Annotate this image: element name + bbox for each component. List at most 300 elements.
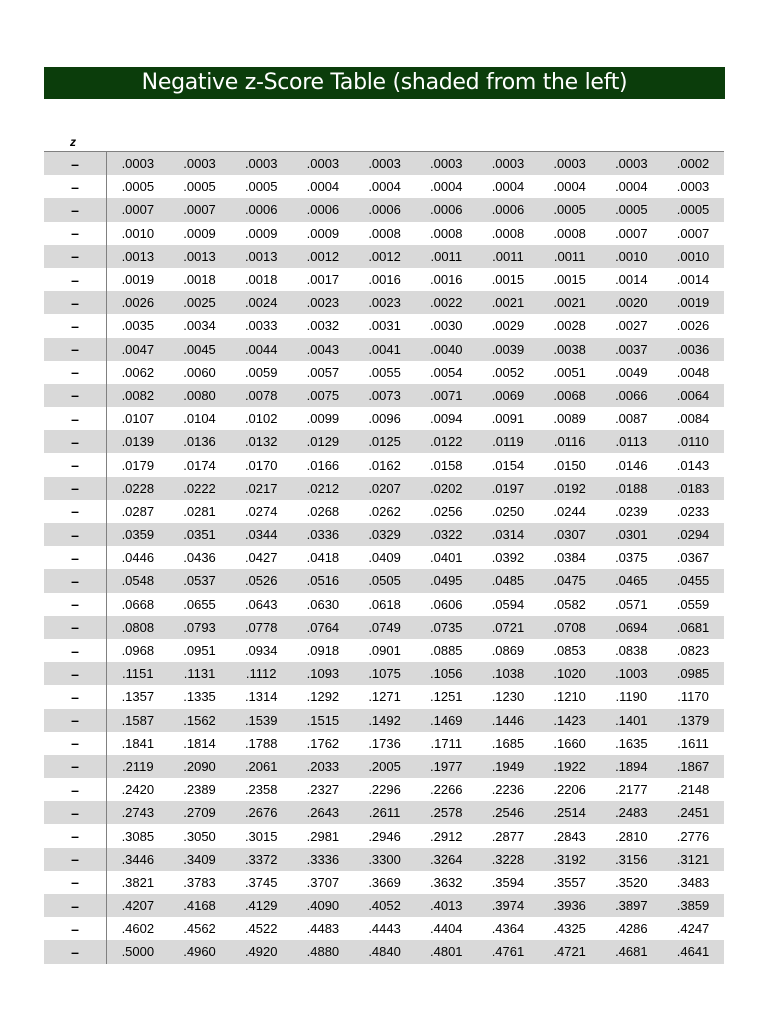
probability-cell: .0094 — [430, 411, 463, 427]
z-value-cell: – — [44, 384, 107, 407]
probability-cell: .2236 — [491, 782, 525, 798]
probability-cell: .0455 — [662, 569, 724, 592]
table-row — [44, 755, 724, 778]
probability-cell: .0287 — [121, 503, 155, 519]
probability-cell: .0003 — [539, 152, 601, 176]
probability-cell: .1685 — [491, 735, 525, 751]
probability-cell: .0005 — [662, 198, 724, 221]
probability-cell: .0006 — [292, 198, 354, 221]
z-value-cell: – — [44, 477, 107, 500]
probability-cell: .2327 — [306, 782, 340, 798]
probability-cell: .0116 — [539, 430, 601, 453]
table-row — [44, 175, 724, 198]
probability-cell: .0087 — [615, 411, 648, 427]
probability-cell: .0008 — [491, 225, 525, 241]
probability-cell: .3594 — [491, 874, 525, 890]
probability-cell: .0244 — [553, 503, 586, 519]
z-value-cell: – — [44, 453, 107, 476]
probability-cell: .4443 — [368, 921, 401, 937]
probability-cell: .2643 — [292, 801, 354, 824]
probability-cell: .0158 — [430, 457, 463, 473]
probability-cell: .4325 — [553, 921, 586, 937]
probability-cell: .4207 — [107, 894, 169, 917]
table-row — [44, 523, 724, 546]
probability-cell: .4052 — [354, 894, 416, 917]
table-row — [44, 430, 724, 453]
probability-cell: .0934 — [244, 643, 278, 659]
table-row — [44, 593, 724, 616]
probability-cell: .0012 — [292, 245, 354, 268]
probability-cell: .0475 — [539, 569, 601, 592]
table-row — [44, 222, 724, 245]
probability-cell: .1814 — [183, 735, 216, 751]
probability-cell: .2810 — [615, 828, 648, 844]
probability-cell: .0005 — [244, 179, 278, 195]
probability-cell: .0901 — [368, 643, 401, 659]
probability-cell: .0069 — [477, 384, 539, 407]
probability-cell: .0008 — [430, 225, 463, 241]
probability-cell: .0021 — [539, 291, 601, 314]
z-value-cell: – — [44, 198, 107, 221]
table-row — [44, 709, 724, 732]
probability-cell: .2676 — [230, 801, 292, 824]
probability-cell: .2389 — [183, 782, 216, 798]
probability-cell: .0136 — [169, 430, 231, 453]
z-value-cell: – — [44, 801, 107, 824]
probability-cell: .0014 — [676, 272, 710, 288]
probability-cell: .0022 — [415, 291, 477, 314]
probability-cell: .0207 — [354, 477, 416, 500]
z-value-cell: – — [44, 291, 107, 314]
probability-cell: .1210 — [553, 689, 586, 705]
probability-cell: .0885 — [430, 643, 463, 659]
probability-cell: .2843 — [553, 828, 586, 844]
probability-cell: .0019 — [121, 272, 155, 288]
probability-cell: .0006 — [415, 198, 477, 221]
probability-cell: .0202 — [415, 477, 477, 500]
probability-cell: .2420 — [121, 782, 155, 798]
probability-cell: .2148 — [676, 782, 710, 798]
probability-cell: .0681 — [662, 616, 724, 639]
probability-cell: .0125 — [354, 430, 416, 453]
probability-cell: .0222 — [169, 477, 231, 500]
probability-cell: .0016 — [430, 272, 463, 288]
probability-cell: .2266 — [430, 782, 463, 798]
probability-cell: .0055 — [368, 364, 401, 380]
probability-cell: .0192 — [539, 477, 601, 500]
probability-cell: .0154 — [491, 457, 525, 473]
probability-cell: .0024 — [230, 291, 292, 314]
probability-cell: .0007 — [107, 198, 169, 221]
probability-cell: .0643 — [244, 596, 278, 612]
probability-cell: .4641 — [662, 940, 724, 963]
probability-cell: .0146 — [615, 457, 648, 473]
probability-cell: .3085 — [121, 828, 155, 844]
probability-cell: .0023 — [354, 291, 416, 314]
z-value-cell: – — [44, 755, 107, 778]
probability-cell: .0823 — [676, 643, 710, 659]
probability-cell: .0179 — [121, 457, 155, 473]
probability-cell: .4090 — [292, 894, 354, 917]
probability-cell: .1492 — [354, 709, 416, 732]
probability-cell: .0033 — [244, 318, 278, 334]
probability-cell: .0068 — [539, 384, 601, 407]
probability-cell: .0082 — [107, 384, 169, 407]
probability-cell: .0004 — [491, 179, 525, 195]
probability-cell: .0011 — [539, 245, 601, 268]
probability-cell: .0006 — [477, 198, 539, 221]
probability-cell: .0250 — [491, 503, 525, 519]
probability-cell: .0011 — [415, 245, 477, 268]
probability-cell: .0485 — [477, 569, 539, 592]
probability-cell: .1635 — [615, 735, 648, 751]
z-value-cell: – — [44, 778, 107, 801]
probability-cell: .4602 — [121, 921, 155, 937]
probability-cell: .0256 — [430, 503, 463, 519]
probability-cell: .0401 — [430, 550, 463, 566]
probability-cell: .0107 — [121, 411, 155, 427]
probability-cell: .2296 — [368, 782, 401, 798]
probability-cell: .0005 — [121, 179, 155, 195]
probability-cell: .0004 — [368, 179, 401, 195]
probability-cell: .1292 — [306, 689, 340, 705]
probability-cell: .1949 — [477, 755, 539, 778]
probability-cell: .0694 — [601, 616, 663, 639]
probability-cell: .3821 — [121, 874, 155, 890]
probability-cell: .0132 — [230, 430, 292, 453]
probability-cell: .0034 — [183, 318, 216, 334]
probability-cell: .0080 — [169, 384, 231, 407]
table-row — [44, 685, 724, 708]
table-row — [44, 245, 724, 268]
probability-cell: .4681 — [601, 940, 663, 963]
probability-cell: .0110 — [662, 430, 724, 453]
probability-cell: .0188 — [601, 477, 663, 500]
probability-cell: .0233 — [676, 503, 710, 519]
probability-cell: .1170 — [677, 689, 709, 705]
probability-cell: .0054 — [430, 364, 463, 380]
probability-cell: .0174 — [183, 457, 216, 473]
probability-cell: .0003 — [354, 152, 416, 176]
probability-cell: .0104 — [183, 411, 216, 427]
probability-cell: .0049 — [615, 364, 648, 380]
probability-cell: .0007 — [169, 198, 231, 221]
table-row — [44, 477, 724, 500]
probability-cell: .0853 — [553, 643, 586, 659]
probability-cell: .0013 — [169, 245, 231, 268]
probability-cell: .3936 — [539, 894, 601, 917]
probability-cell: .5000 — [107, 940, 169, 963]
probability-cell: .0047 — [107, 338, 169, 361]
probability-cell: .0764 — [292, 616, 354, 639]
probability-cell: .1335 — [183, 689, 216, 705]
probability-cell: .1562 — [169, 709, 231, 732]
probability-cell: .0030 — [430, 318, 463, 334]
probability-cell: .1251 — [430, 689, 463, 705]
probability-cell: .0307 — [539, 523, 601, 546]
table-row — [44, 198, 724, 221]
probability-cell: .4522 — [244, 921, 278, 937]
probability-cell: .0059 — [244, 364, 278, 380]
probability-cell: .2776 — [676, 828, 710, 844]
probability-cell: .3557 — [553, 874, 586, 890]
probability-cell: .1075 — [354, 662, 416, 685]
probability-cell: .0037 — [601, 338, 663, 361]
probability-cell: .2033 — [292, 755, 354, 778]
probability-cell: .4286 — [615, 921, 648, 937]
probability-cell: .1922 — [539, 755, 601, 778]
probability-cell: .3745 — [244, 874, 278, 890]
table-row — [44, 894, 724, 917]
probability-cell: .1401 — [601, 709, 663, 732]
z-value-cell: – — [44, 175, 107, 198]
probability-cell: .3228 — [477, 848, 539, 871]
probability-cell: .1867 — [662, 755, 724, 778]
probability-cell: .0013 — [230, 245, 292, 268]
probability-cell: .0019 — [662, 291, 724, 314]
probability-cell: .0721 — [477, 616, 539, 639]
probability-cell: .1020 — [539, 662, 601, 685]
z-value-cell: – — [44, 662, 107, 685]
probability-cell: .0016 — [368, 272, 401, 288]
z-value-cell: – — [44, 361, 107, 384]
table-row — [44, 639, 724, 662]
probability-cell: .2090 — [169, 755, 231, 778]
probability-cell: .2514 — [539, 801, 601, 824]
probability-cell: .0006 — [354, 198, 416, 221]
probability-cell: .0005 — [183, 179, 216, 195]
probability-cell: .0495 — [415, 569, 477, 592]
probability-cell: .0548 — [107, 569, 169, 592]
probability-cell: .0010 — [121, 225, 155, 241]
z-score-table — [44, 151, 724, 964]
probability-cell: .0018 — [244, 272, 278, 288]
probability-cell: .2061 — [230, 755, 292, 778]
z-score-table-container — [44, 151, 723, 964]
probability-cell: .4960 — [169, 940, 231, 963]
probability-cell: .4483 — [306, 921, 340, 937]
probability-cell: .0418 — [306, 550, 340, 566]
probability-cell: .0003 — [107, 152, 169, 176]
probability-cell: .3050 — [183, 828, 216, 844]
probability-cell: .4129 — [230, 894, 292, 917]
probability-cell: .3974 — [477, 894, 539, 917]
probability-cell: .0071 — [415, 384, 477, 407]
probability-cell: .2578 — [415, 801, 477, 824]
probability-cell: .0808 — [107, 616, 169, 639]
probability-cell: .0006 — [230, 198, 292, 221]
probability-cell: .0021 — [477, 291, 539, 314]
probability-cell: .0062 — [121, 364, 155, 380]
probability-cell: .0526 — [230, 569, 292, 592]
z-value-cell: – — [44, 848, 107, 871]
probability-cell: .0052 — [491, 364, 525, 380]
table-row — [44, 778, 724, 801]
probability-cell: .0009 — [244, 225, 278, 241]
table-row — [44, 546, 724, 569]
z-value-cell: – — [44, 732, 107, 755]
probability-cell: .0793 — [169, 616, 231, 639]
z-value-cell: – — [44, 940, 107, 963]
probability-cell: .0031 — [368, 318, 401, 334]
probability-cell: .0007 — [615, 225, 648, 241]
probability-cell: .4801 — [415, 940, 477, 963]
probability-cell: .0048 — [676, 364, 710, 380]
probability-cell: .0537 — [169, 569, 231, 592]
z-value-cell: – — [44, 152, 107, 176]
z-value-cell: – — [44, 245, 107, 268]
probability-cell: .1894 — [601, 755, 663, 778]
probability-cell: .4168 — [169, 894, 231, 917]
probability-cell: .0314 — [477, 523, 539, 546]
probability-cell: .1093 — [292, 662, 354, 685]
probability-cell: .3300 — [354, 848, 416, 871]
probability-cell: .1977 — [415, 755, 477, 778]
probability-cell: .1711 — [430, 735, 463, 751]
probability-cell: .2546 — [477, 801, 539, 824]
probability-cell: .0630 — [306, 596, 340, 612]
probability-cell: .3897 — [601, 894, 663, 917]
probability-cell: .1515 — [292, 709, 354, 732]
probability-cell: .0002 — [662, 152, 724, 176]
probability-cell: .0012 — [354, 245, 416, 268]
probability-cell: .0618 — [368, 596, 401, 612]
probability-cell: .1056 — [415, 662, 477, 685]
probability-cell: .1003 — [601, 662, 663, 685]
probability-cell: .0036 — [662, 338, 724, 361]
probability-cell: .1379 — [662, 709, 724, 732]
probability-cell: .0367 — [676, 550, 710, 566]
probability-cell: .0091 — [491, 411, 525, 427]
probability-cell: .0032 — [306, 318, 340, 334]
table-row — [44, 291, 724, 314]
probability-cell: .2912 — [430, 828, 463, 844]
probability-cell: .3446 — [107, 848, 169, 871]
table-row — [44, 384, 724, 407]
probability-cell: .3156 — [601, 848, 663, 871]
table-row — [44, 917, 724, 940]
probability-cell: .0262 — [368, 503, 401, 519]
page-title: Negative z-Score Table (shaded from the left) — [44, 67, 725, 99]
probability-cell: .0005 — [601, 198, 663, 221]
z-value-cell: – — [44, 222, 107, 245]
probability-cell: .0143 — [676, 457, 710, 473]
probability-cell: .4364 — [491, 921, 525, 937]
table-row — [44, 569, 724, 592]
probability-cell: .1151 — [107, 662, 169, 685]
probability-cell: .1611 — [677, 735, 709, 751]
probability-cell: .0025 — [169, 291, 231, 314]
probability-cell: .0465 — [601, 569, 663, 592]
probability-cell: .3015 — [244, 828, 278, 844]
probability-cell: .0043 — [292, 338, 354, 361]
table-row — [44, 871, 724, 894]
probability-cell: .0004 — [306, 179, 340, 195]
probability-cell: .4721 — [539, 940, 601, 963]
probability-cell: .0040 — [415, 338, 477, 361]
probability-cell: .0003 — [676, 179, 710, 195]
probability-cell: .0005 — [539, 198, 601, 221]
probability-cell: .0004 — [553, 179, 586, 195]
table-row — [44, 940, 724, 963]
z-value-cell: – — [44, 500, 107, 523]
probability-cell: .0217 — [230, 477, 292, 500]
probability-cell: .0274 — [244, 503, 278, 519]
probability-cell: .4920 — [230, 940, 292, 963]
z-value-cell: – — [44, 407, 107, 430]
probability-cell: .0102 — [244, 411, 278, 427]
probability-cell: .1736 — [368, 735, 401, 751]
table-row — [44, 824, 724, 847]
probability-cell: .1230 — [491, 689, 525, 705]
z-score-table-body — [44, 152, 724, 964]
probability-cell: .4013 — [415, 894, 477, 917]
probability-cell: .0045 — [169, 338, 231, 361]
z-value-cell: – — [44, 546, 107, 569]
probability-cell: .0014 — [615, 272, 648, 288]
probability-cell: .0023 — [292, 291, 354, 314]
z-value-cell: – — [44, 268, 107, 291]
probability-cell: .0571 — [615, 596, 648, 612]
probability-cell: .0018 — [183, 272, 216, 288]
probability-cell: .2743 — [107, 801, 169, 824]
probability-cell: .0668 — [121, 596, 155, 612]
probability-cell: .0029 — [491, 318, 525, 334]
probability-cell: .0089 — [553, 411, 586, 427]
probability-cell: .0375 — [615, 550, 648, 566]
probability-cell: .3121 — [662, 848, 724, 871]
probability-cell: .1469 — [415, 709, 477, 732]
probability-cell: .0041 — [354, 338, 416, 361]
probability-cell: .3632 — [430, 874, 463, 890]
probability-cell: .0359 — [107, 523, 169, 546]
probability-cell: .0122 — [415, 430, 477, 453]
probability-cell: .0384 — [553, 550, 586, 566]
z-value-cell: – — [44, 917, 107, 940]
table-row — [44, 453, 724, 476]
probability-cell: .2611 — [354, 801, 416, 824]
probability-cell: .3783 — [183, 874, 216, 890]
probability-cell: .0026 — [107, 291, 169, 314]
probability-cell: .0011 — [477, 245, 539, 268]
probability-cell: .0010 — [601, 245, 663, 268]
probability-cell: .0015 — [553, 272, 586, 288]
table-row — [44, 616, 724, 639]
table-row — [44, 268, 724, 291]
probability-cell: .4761 — [477, 940, 539, 963]
probability-cell: .0119 — [477, 430, 539, 453]
probability-cell: .3483 — [676, 874, 710, 890]
probability-cell: .1131 — [169, 662, 231, 685]
probability-cell: .0073 — [354, 384, 416, 407]
probability-cell: .0013 — [107, 245, 169, 268]
probability-cell: .3409 — [169, 848, 231, 871]
probability-cell: .0838 — [615, 643, 648, 659]
probability-cell: .0869 — [491, 643, 525, 659]
probability-cell: .0409 — [368, 550, 401, 566]
probability-cell: .1190 — [615, 689, 648, 705]
probability-cell: .0228 — [107, 477, 169, 500]
probability-cell: .0351 — [169, 523, 231, 546]
probability-cell: .0027 — [615, 318, 648, 334]
table-row — [44, 361, 724, 384]
probability-cell: .0951 — [183, 643, 216, 659]
probability-cell: .0009 — [183, 225, 216, 241]
probability-cell: .3669 — [368, 874, 401, 890]
probability-cell: .2177 — [615, 782, 648, 798]
z-value-cell: – — [44, 314, 107, 337]
probability-cell: .0099 — [306, 411, 340, 427]
